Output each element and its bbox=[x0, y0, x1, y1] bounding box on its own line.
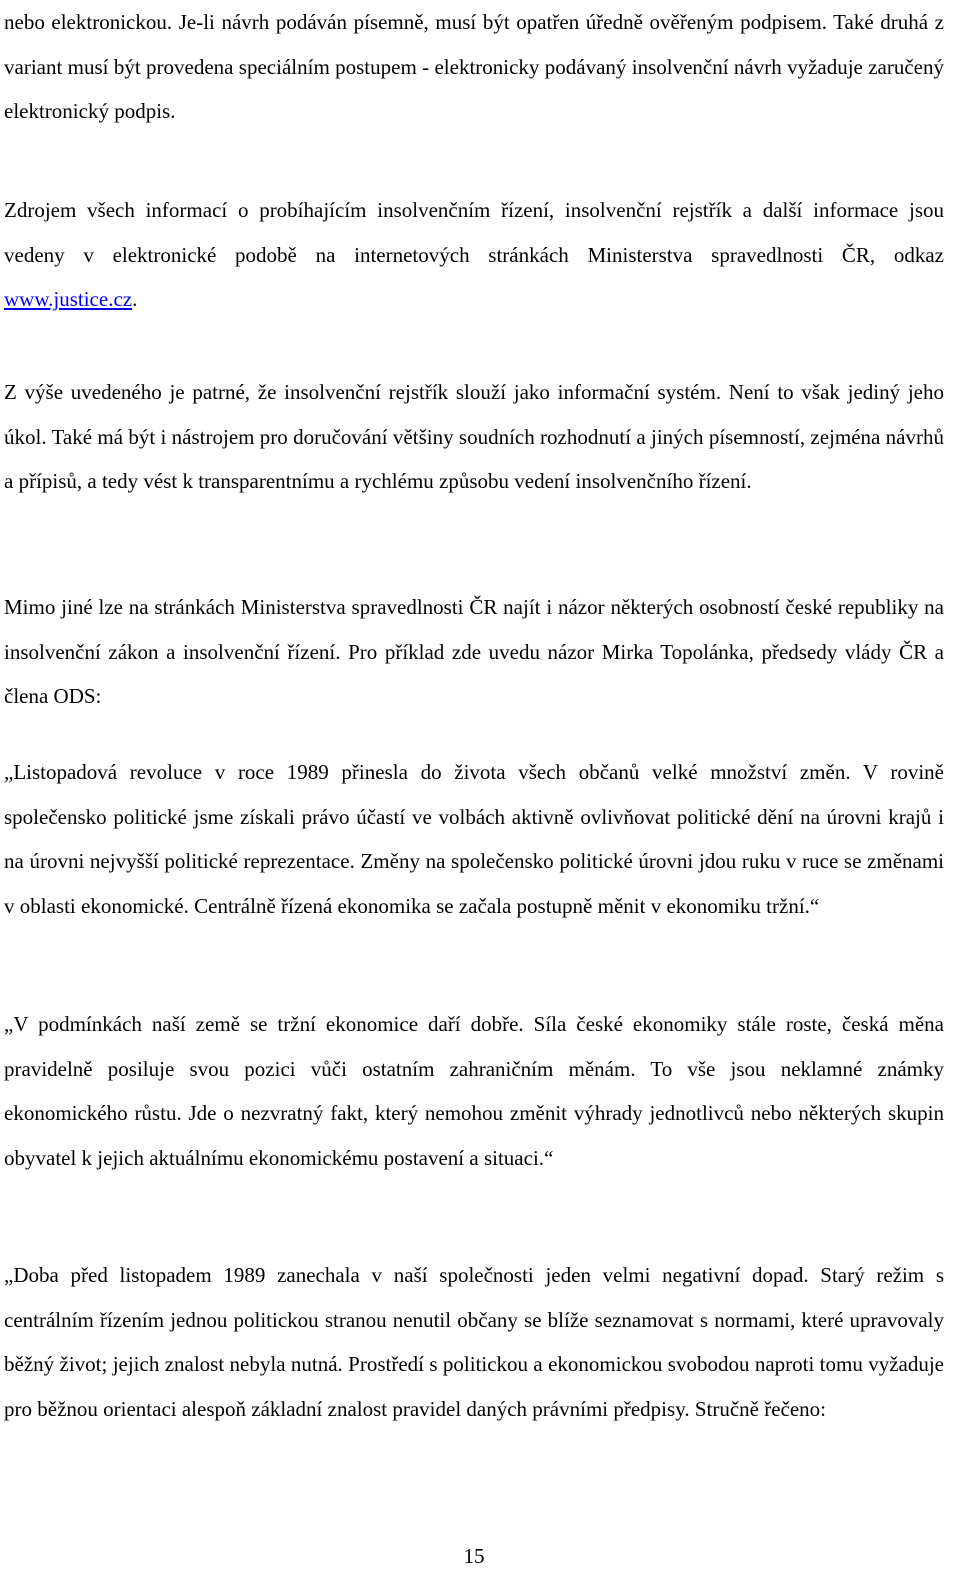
paragraph-information-source-text: Zdrojem všech informací o probíhajícím insolvenčním řízení, insolvenční rejstřík a další informace jsou vedeny v elektronické podobě na internetových stránkách Ministerstva spravedlnosti ČR, odkaz bbox=[4, 198, 944, 267]
quote-paragraph-revolution: „Listopadová revoluce v roce 1989 přinesla do života všech občanů velké množství změn. V rovině společensko politické jsme získali právo účastí ve volbách aktivně ovlivňovat politické dění na úrovni krajů i na úrovni nejvyšší politické reprezentace. Změny na společensko politické úrovni jdou ruku v ruce se změnami v oblasti ekonomické. Centrálně řízená ekonomika se začala postupně měnit v ekonomiku tržní.“ bbox=[4, 760, 944, 918]
quote-paragraph-economy: „V podmínkách naší země se tržní ekonomice daří dobře. Síla české ekonomiky stále roste, česká měna pravidelně posiluje svou pozici vůči ostatním zahraničním měnám. To vše jsou neklamné známky ekonomického růstu. Jde o nezvratný fakt, který nemohou změnit výhrady jednotlivců nebo některých skupin obyvatel k jejich aktuálnímu ekonomickému postavení a situaci.“ bbox=[4, 1012, 944, 1170]
paragraph-filing-method: nebo elektronickou. Je-li návrh podáván písemně, musí být opatřen úředně ověřeným podpisem. Také druhá z variant musí být provedena speciálním postupem - elektronicky podávaný insolvenční návrh vyžaduje zaručený elektronický podpis. bbox=[4, 10, 944, 123]
paragraph-information-source bbox=[4, 188, 944, 322]
quote-paragraph-legal-awareness: „Doba před listopadem 1989 zanechala v naší společnosti jeden velmi negativní dopad. Starý režim s centrálním řízením jednou politickou stranou nenutil občany se blíže seznamovat s normami, které upravovaly běžný život; jejich znalost nebyla nutná. Prostředí s politickou a ekonomickou svobodou naproti tomu vyžaduje pro běžnou orientaci alespoň základní znalost pravidel daných právními předpisy. Stručně řečeno: bbox=[4, 1263, 944, 1421]
page-number: 15 bbox=[463, 1544, 485, 1568]
paragraph-opinions-intro: Mimo jiné lze na stránkách Ministerstva spravedlnosti ČR najít i názor některých osobností české republiky na insolvenční zákon a insolvenční řízení. Pro příklad zde uvedu názor Mirka Topolánka, předsedy vlády ČR a člena ODS: bbox=[4, 595, 944, 708]
paragraph-register-purpose: Z výše uvedeného je patrné, že insolvenční rejstřík slouží jako informační systém. Není to však jediný jeho úkol. Také má být i nástrojem pro doručování většiny soudních rozhodnutí a jiných písemností, zejména návrhů a přípisů, a tedy vést k transparentnímu a rychlému způsobu vedení insolvenčního řízení. bbox=[4, 380, 944, 493]
justice-link[interactable]: www.justice.cz bbox=[4, 287, 133, 311]
paragraph-information-source-end: . bbox=[132, 287, 138, 311]
